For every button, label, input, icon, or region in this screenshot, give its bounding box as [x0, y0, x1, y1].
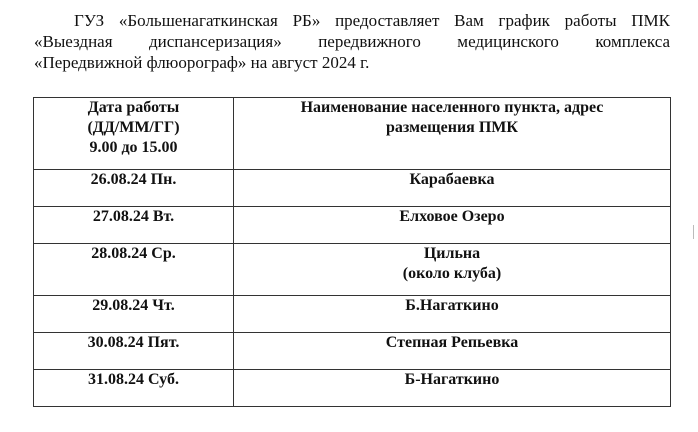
table-row: [34, 170, 671, 207]
row-date: 27.08.24 Вт.: [34, 207, 234, 244]
table-header-row: [34, 98, 671, 170]
header-date: [34, 98, 234, 170]
table-row: [34, 370, 671, 407]
header-date-title: Дата работы: [87, 99, 180, 116]
table-row: [34, 333, 671, 370]
row-place: Елховое Озеро: [234, 207, 671, 244]
scan-margin-mark: [693, 225, 694, 239]
row-place-name: Цильна: [423, 245, 481, 262]
schedule-table: [33, 97, 671, 407]
row-date: 31.08.24 Суб.: [34, 370, 234, 407]
table-row: [34, 244, 671, 296]
header-place: [234, 98, 671, 170]
header-place-line-2: размещения ПМК: [386, 119, 518, 136]
row-place: [234, 244, 671, 296]
row-place: Карабаевка: [234, 170, 671, 207]
table-row: [34, 296, 671, 333]
header-date-hours: 9.00 до 15.00: [89, 139, 178, 156]
header-date-format: (ДД/ММ/ГГ): [87, 119, 180, 136]
intro-paragraph: [34, 10, 670, 73]
row-date: 26.08.24 Пн.: [34, 170, 234, 207]
row-date: 30.08.24 Пят.: [34, 333, 234, 370]
intro-line-1: ГУЗ «Большенагаткинская РБ» предоставляет Вам график работы ПМК: [74, 11, 670, 30]
intro-line-2: «Выездная диспансеризация» передвижного медицинского комплекса: [34, 32, 670, 51]
table-row: [34, 207, 671, 244]
row-place: Степная Репьевка: [234, 333, 671, 370]
row-place: Б.Нагаткино: [234, 296, 671, 333]
row-date: 29.08.24 Чт.: [34, 296, 234, 333]
row-date: 28.08.24 Ср.: [34, 244, 234, 296]
row-place: Б-Нагаткино: [234, 370, 671, 407]
row-place-note: (около клуба): [402, 265, 502, 282]
header-place-line-1: Наименование населенного пункта, адрес: [300, 99, 604, 116]
intro-line-3: «Передвижной флюорограф» на август 2024 г.: [34, 53, 370, 72]
